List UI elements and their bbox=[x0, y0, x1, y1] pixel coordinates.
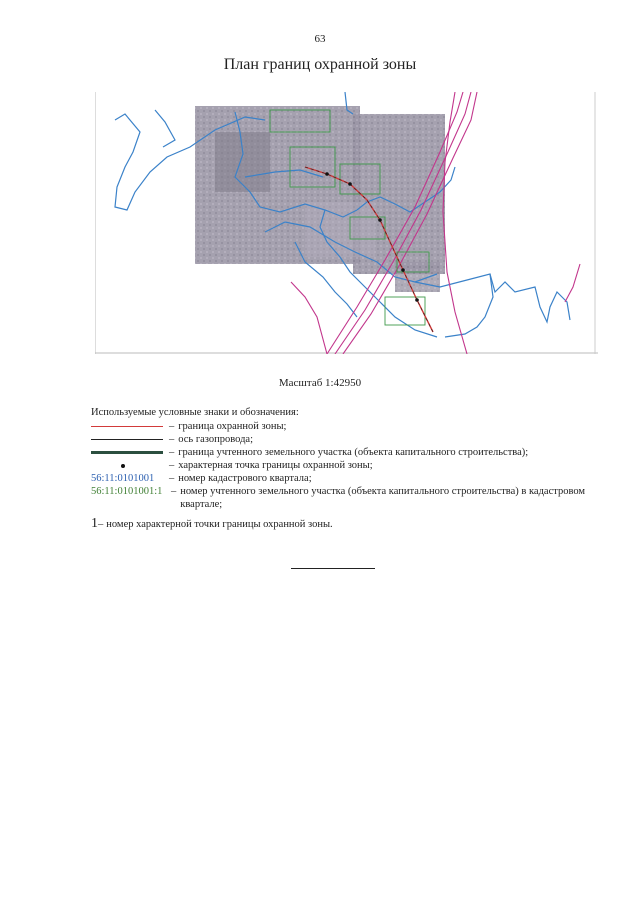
aerial-photo bbox=[195, 106, 445, 292]
quarter-number-sample: 56:11:0101001 bbox=[91, 473, 155, 484]
legend-item-gas-pipeline-axis: – ось газопровода; bbox=[91, 433, 611, 446]
page-title: План границ охранной зоны bbox=[223, 56, 417, 73]
legend-item-parcel-boundary: – граница учтенного земельного участка (объекта капитального строительства); bbox=[91, 446, 611, 459]
legend-item-characteristic-point: – характерная точка границы охранной зоны; bbox=[91, 459, 611, 472]
map-scale: Масштаб 1:42950 bbox=[278, 377, 362, 389]
legend bbox=[91, 406, 611, 531]
dot-symbol bbox=[121, 464, 125, 468]
legend-item-point-number: 1 – номер характерной точки границы охранной зоны. bbox=[91, 516, 333, 531]
map-view[interactable] bbox=[95, 92, 598, 354]
legend-item-parcel-number: 56:11:0101001:1 – номер учтенного земельного участка (объекта капитального строительства) в кадастровом квартале; bbox=[91, 486, 586, 510]
dark-line-symbol bbox=[91, 439, 163, 440]
end-divider bbox=[291, 568, 375, 569]
point-number-sample: 1 bbox=[91, 516, 98, 531]
page-number: 63 bbox=[314, 33, 326, 45]
legend-item-protection-zone: – граница охранной зоны; bbox=[91, 420, 611, 433]
red-line-symbol bbox=[91, 426, 163, 427]
parcel-number-sample: 56:11:0101001:1 bbox=[91, 486, 163, 497]
legend-heading: Используемые условные знаки и обозначения: bbox=[91, 407, 299, 418]
thick-line-symbol bbox=[91, 451, 163, 454]
map-canvas bbox=[95, 92, 598, 354]
legend-item-cadastral-quarter: 56:11:0101001 – номер кадастрового квартала; bbox=[91, 473, 312, 484]
